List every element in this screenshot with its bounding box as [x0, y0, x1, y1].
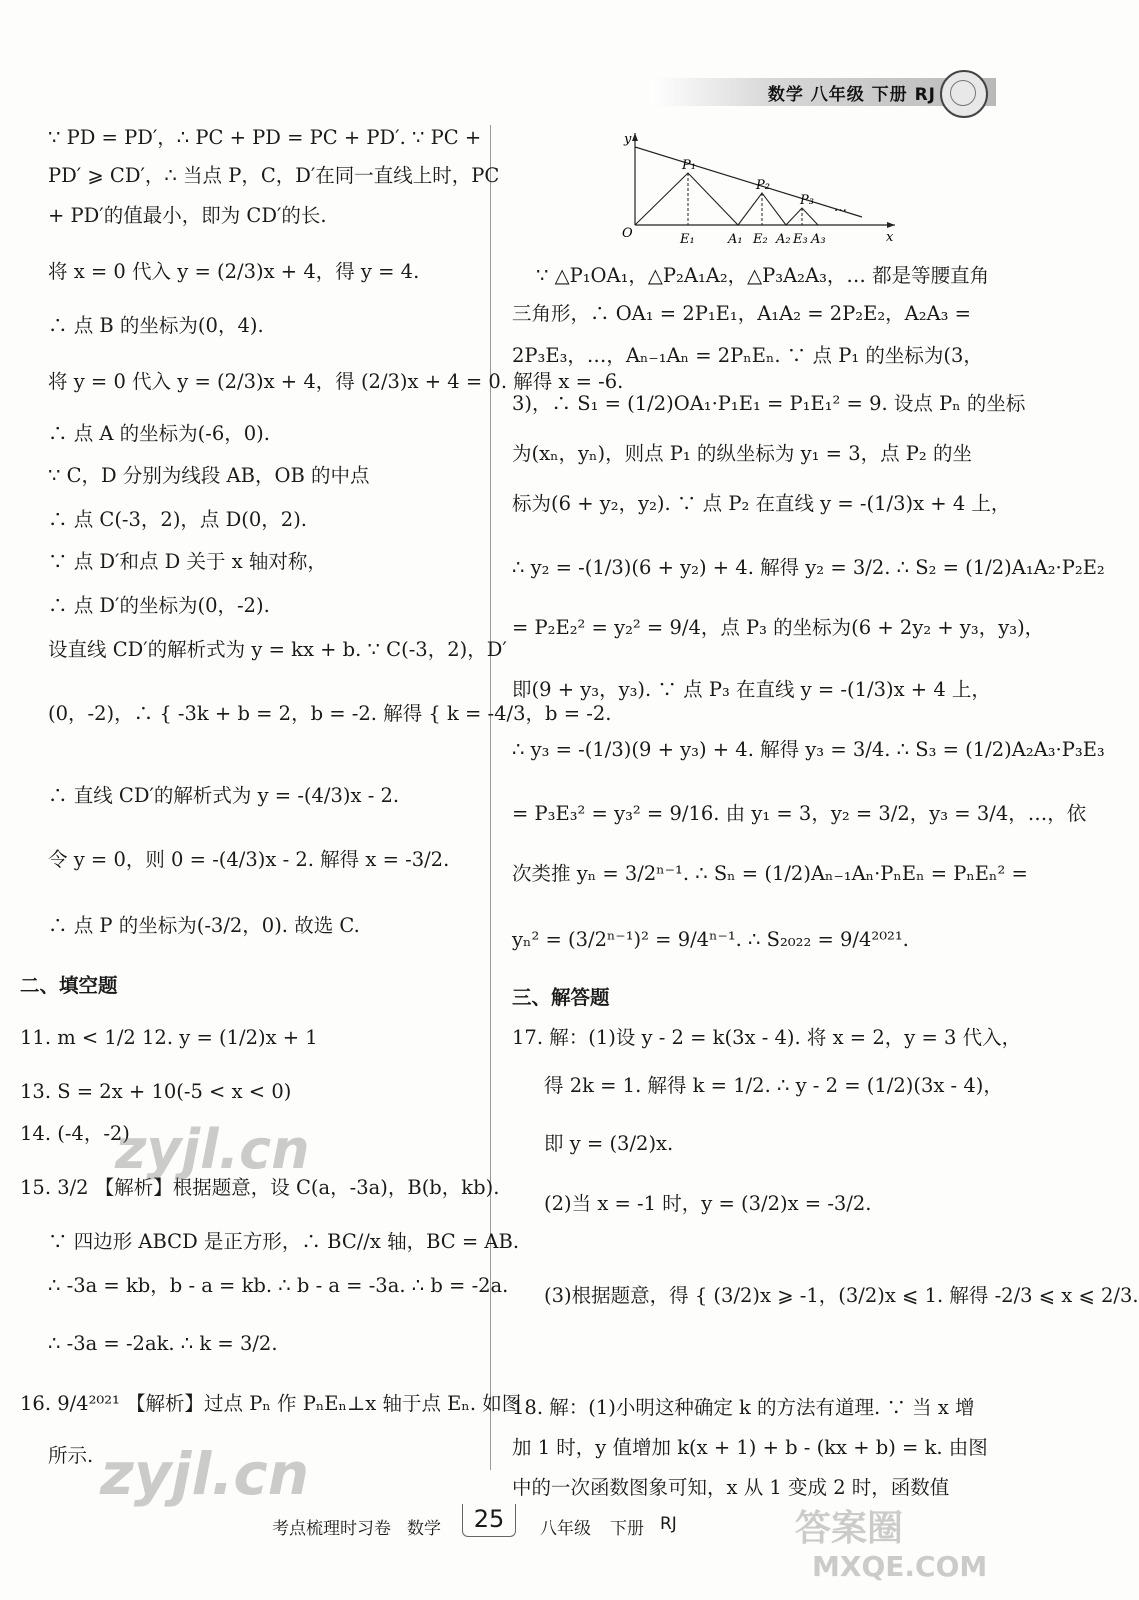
text-line: 设直线 CD′的解析式为 y = kx + b. ∵ C(-3，2)，D′	[48, 638, 507, 661]
watermark-text: zyjl.cn	[100, 1440, 310, 1508]
text-line: ∴ 直线 CD′的解析式为 y = -(4/3)x - 2.	[48, 784, 400, 807]
text-line: (2)当 x = -1 时，y = (3/2)x = -3/2.	[544, 1192, 872, 1215]
watermark-text: zyjl.cn	[115, 1118, 310, 1181]
watermark-text: 答案圈	[795, 1508, 904, 1549]
text-line: 18. 解：(1)小明这种确定 k 的方法有道理. ∵ 当 x 增	[512, 1396, 975, 1419]
text-line: 所示.	[48, 1444, 94, 1467]
text-line: ∴ -3a = -2ak. ∴ k = 3/2.	[48, 1332, 278, 1355]
publisher-logo-icon	[940, 70, 988, 118]
y-axis-arrow-icon	[632, 133, 638, 141]
point-label: E₃	[793, 232, 808, 247]
point-label: P₃	[800, 193, 814, 208]
text-line: yₙ² = (3/2ⁿ⁻¹)² = 9/4ⁿ⁻¹. ∴ S₂₀₂₂ = 9/4²⁰²¹.	[512, 928, 909, 951]
footer-grade: 八年级	[540, 1519, 591, 1539]
line-graph	[635, 147, 862, 217]
text-line: 14. (-4，-2)	[20, 1122, 130, 1145]
text-line: ∴ y₂ = -(1/3)(6 + y₂) + 4. 解得 y₂ = 3/2. ∴ S₂ = (1/2)A₁A₂·P₂E₂	[512, 556, 1105, 579]
text-line: 标为(6 + y₂，y₂). ∵ 点 P₂ 在直线 y = -(1/3)x + 4 上，	[512, 492, 1011, 515]
point-label: P₁	[682, 158, 696, 173]
text-line: 即(9 + y₃，y₃). ∵ 点 P₃ 在直线 y = -(1/3)x + 4 上，	[512, 678, 991, 701]
text-line: 13. S = 2x + 10(-5 < x < 0)	[20, 1080, 292, 1103]
text-line: 即 y = (3/2)x.	[544, 1132, 674, 1155]
text-line: 次类推 yₙ = 3/2ⁿ⁻¹. ∴ Sₙ = (1/2)Aₙ₋₁Aₙ·PₙEₙ = PₙEₙ² =	[512, 862, 1028, 885]
point-label: E₂	[753, 232, 768, 247]
x-axis-arrow-icon	[887, 222, 895, 228]
text-line: + PD′的值最小，即为 CD′的长.	[48, 204, 327, 227]
text-line: ∵ 四边形 ABCD 是正方形，∴ BC//x 轴，BC = AB.	[48, 1230, 520, 1253]
text-line: 将 y = 0 代入 y = (2/3)x + 4，得 (2/3)x + 4 = 0. 解得 x = -6.	[48, 370, 624, 393]
text-line: 将 x = 0 代入 y = (2/3)x + 4，得 y = 4.	[48, 260, 420, 283]
text-line: ∴ 点 A 的坐标为(-6，0).	[48, 422, 270, 445]
text-line: ∵ △P₁OA₁，△P₂A₁A₂，△P₃A₂A₃，… 都是等腰直角	[536, 264, 990, 287]
point-label: A₂	[776, 232, 791, 247]
text-line: 2P₃E₃，…，Aₙ₋₁Aₙ = 2PₙEₙ. ∵ 点 P₁ 的坐标为(3，	[512, 344, 983, 367]
column-divider	[490, 125, 491, 1470]
section-heading: 三、解答题	[512, 986, 610, 1009]
text-line: 15. 3/2 【解析】根据题意，设 C(a，-3a)，B(b，kb).	[20, 1176, 500, 1199]
footer-book-title: 考点梳理时习卷	[272, 1519, 391, 1539]
text-line: = P₃E₃² = y₃² = 9/16. 由 y₁ = 3，y₂ = 3/2，y₃ = 3/4，…，依	[512, 802, 1087, 825]
text-line: 11. m < 1/2 12. y = (1/2)x + 1	[20, 1026, 318, 1049]
text-line: ∴ 点 C(-3，2)，点 D(0，2).	[48, 508, 307, 531]
text-line: 加 1 时，y 值增加 k(x + 1) + b - (kx + b) = k. 由图	[512, 1436, 988, 1459]
continuation-label: …	[834, 200, 847, 215]
text-line: PD′ ⩾ CD′，∴ 当点 P，C，D′在同一直线上时，PC	[48, 164, 500, 187]
header-title: 数学 八年级 下册 RJ	[767, 85, 936, 105]
text-line: = P₂E₂² = y₂² = 9/4，点 P₃ 的坐标为(6 + 2y₂ + y₃，y₃)，	[512, 616, 1045, 639]
section-heading: 二、填空题	[20, 974, 118, 997]
page-number: 25	[462, 1504, 516, 1537]
text-line: 令 y = 0，则 0 = -(4/3)x - 2. 解得 x = -3/2.	[48, 848, 450, 871]
text-line: 得 2k = 1. 解得 k = 1/2. ∴ y - 2 = (1/2)(3x - 4)，	[544, 1074, 1003, 1097]
text-line: 16. 9/4²⁰²¹ 【解析】过点 Pₙ 作 PₙEₙ⊥x 轴于点 Eₙ. 如图	[20, 1392, 522, 1415]
text-line: ∴ 点 B 的坐标为(0，4).	[48, 314, 264, 337]
text-line: 中的一次函数图象可知，x 从 1 变成 2 时，函数值	[512, 1476, 950, 1499]
text-line: 为(xₙ，yₙ)，则点 P₁ 的纵坐标为 y₁ = 3，点 P₂ 的坐	[512, 442, 972, 465]
point-label: A₁	[728, 232, 743, 247]
watermark-text: MXQE.COM	[812, 1550, 988, 1583]
text-line: 三角形，∴ OA₁ = 2P₁E₁，A₁A₂ = 2P₂E₂，A₂A₃ =	[512, 302, 971, 325]
text-line: 3)，∴ S₁ = (1/2)OA₁·P₁E₁ = P₁E₁² = 9. 设点 Pₙ 的坐标	[512, 392, 1026, 415]
point-label: E₁	[680, 232, 695, 247]
footer-subject: 数学	[407, 1519, 441, 1539]
text-line: ∵ PD = PD′，∴ PC + PD = PC + PD′. ∵ PC +	[48, 126, 482, 149]
point-label: P₂	[756, 178, 770, 193]
triangles	[635, 173, 818, 225]
origin-label: O	[622, 226, 633, 241]
footer-volume: 下册	[610, 1519, 644, 1539]
text-line: ∵ 点 D′和点 D 关于 x 轴对称，	[48, 550, 327, 573]
text-line: ∴ y₃ = -(1/3)(9 + y₃) + 4. 解得 y₃ = 3/4. ∴ S₃ = (1/2)A₂A₃·P₃E₃	[512, 738, 1105, 761]
text-line: 17. 解：(1)设 y - 2 = k(3x - 4). 将 x = 2，y = 3 代入，	[512, 1026, 1022, 1049]
text-line: ∴ -3a = kb，b - a = kb. ∴ b - a = -3a. ∴ b = -2a.	[48, 1274, 509, 1297]
footer-edition: RJ	[660, 1514, 677, 1534]
page-header	[650, 70, 996, 112]
text-line: ∵ C，D 分别为线段 AB，OB 的中点	[48, 464, 370, 487]
text-line: ∴ 点 D′的坐标为(0，-2).	[48, 594, 270, 617]
y-axis-label: y	[624, 132, 632, 147]
geometry-diagram	[610, 125, 900, 250]
text-line: (3)根据题意，得 { (3/2)x ⩾ -1，(3/2)x ⩽ 1. 解得 -2/3 ⩽ x ⩽ 2/3.	[544, 1284, 1139, 1307]
text-line: (0，-2)，∴ { -3k + b = 2，b = -2. 解得 { k = -4/3，b = -2.	[48, 702, 612, 725]
text-line: ∴ 点 P 的坐标为(-3/2，0). 故选 C.	[48, 914, 360, 937]
x-axis-label: x	[886, 230, 894, 245]
point-label: A₃	[811, 232, 826, 247]
page-footer	[0, 1500, 996, 1550]
